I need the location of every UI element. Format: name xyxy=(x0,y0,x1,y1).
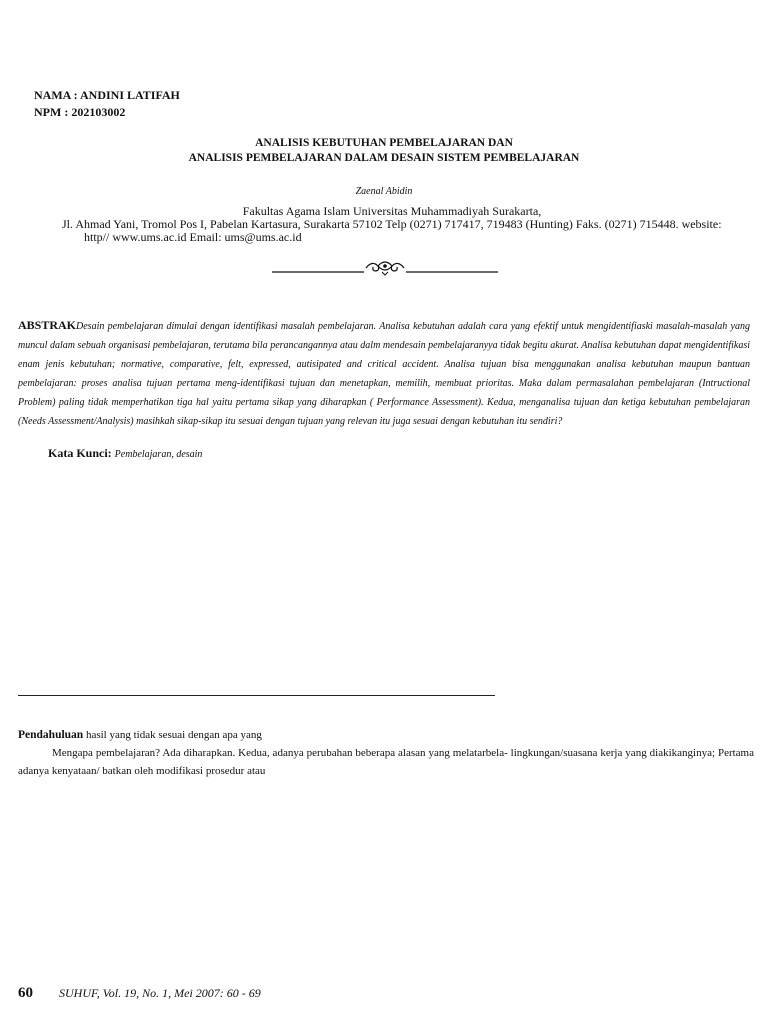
affiliation-line-1: Fakultas Agama Islam Universitas Muhammadiyah Surakarta, xyxy=(242,204,542,218)
intro-label: Pendahuluan xyxy=(18,729,84,741)
title-line-1: ANALISIS KEBUTUHAN PEMBELAJARAN DAN xyxy=(255,137,513,149)
ornament-divider xyxy=(272,256,498,276)
affiliation-line-3: http// www.ums.ac.id Email: ums@ums.ac.id xyxy=(84,230,302,244)
keywords-value: Pembelajaran, desain xyxy=(114,449,203,460)
student-info xyxy=(34,87,180,121)
affiliation xyxy=(62,205,722,244)
journal-citation: SUHUF, Vol. 19, No. 1, Mei 2007: 60 - 69 xyxy=(59,986,261,1000)
abstract xyxy=(18,316,750,431)
introduction xyxy=(18,726,754,780)
student-name: NAMA : ANDINI LATIFAH xyxy=(34,88,180,102)
intro-lead: hasil yang tidak sesuai dengan apa yang xyxy=(83,729,262,741)
student-npm: NPM : 202103002 xyxy=(34,105,126,119)
page-number: 60 xyxy=(18,985,33,1001)
affiliation-line-2: Jl. Ahmad Yani, Tromol Pos I, Pabelan Kartasura, Surakarta 57102 Telp (0271) 717417, 719483 (Hunting) Faks. (0271) 715448. website: xyxy=(62,217,722,231)
author-name: Zaenal Abidin xyxy=(355,186,413,197)
keywords-label: Kata Kunci: xyxy=(48,446,112,460)
title-line-2: ANALISIS PEMBELAJARAN DALAM DESAIN SISTEM PEMBELAJARAN xyxy=(188,152,580,164)
intro-paragraph: Mengapa pembelajaran? Ada diharapkan. Kedua, adanya perubahan beberapa alasan yang melatarbela- lingkungan/suasana kerja yang diakikanginya; Pertama adanya kenyataan/ batkan oleh modifikasi prosedur atau xyxy=(18,747,754,777)
horizontal-rule xyxy=(18,695,495,696)
abstract-text: Desain pembelajaran dimulai dengan identifikasi masalah pembelajaran. Analisa kebutuhan adalah cara yang efektif untuk mengidentifiaski masalah-masalah yang muncul dalam sebuah organisasi pembelajaran, terutama bila perancangannya atau dalm mendesain pembelajaranyya tidak begitu akurat. Analisa kebutuhan dapat mengidentifikasi enam jenis kebutuhan; normative, comparative, felt, expressed, autisipated and critical accident. Analisa tujuan bisa menggunakan analisa kebutuhan maupun bantuan pembelajaran: proses analisa tujuan pertama meng-identifikasi tujuan dan menetapkan, memilih, membuat prioritas. Maka dalam permasalahan pembelajaran (Intructional Problem) paling tidak memperhatikan tiga hal yaitu pertama sikap yang diharapkan ( Performance Assessment). Kedua, menganalisa tujuan dan ketiga kebutuhan pembelajaran (Needs Assessment/Analysis) masihkah sikap-sikap itu sesuai dengan tujuan yang relevan itu juga sesuai dengan kebutuhan itu sendiri? xyxy=(18,321,750,427)
paper-title xyxy=(0,136,768,166)
page-footer xyxy=(18,984,261,1002)
abstract-label: ABSTRAK xyxy=(18,318,77,332)
intro-heading-line xyxy=(18,726,754,744)
keywords xyxy=(48,446,202,461)
